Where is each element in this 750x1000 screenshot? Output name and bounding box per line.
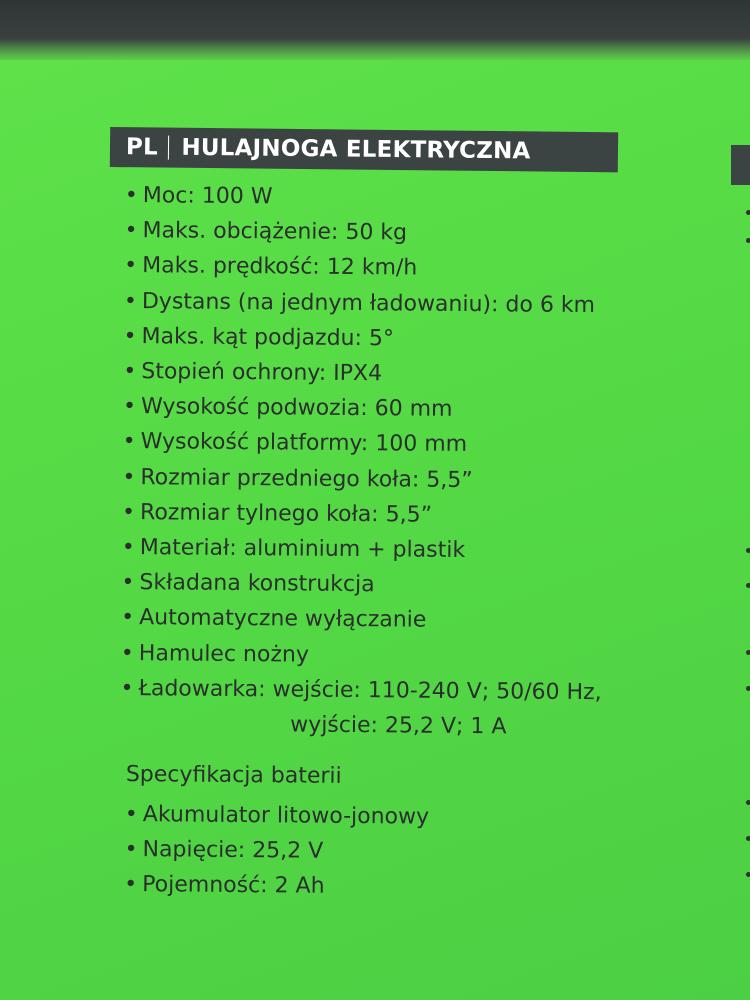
spec-item <box>123 354 604 393</box>
edge-bullet <box>746 650 750 655</box>
bullet: • <box>123 323 137 349</box>
battery-item <box>125 797 430 835</box>
bullet: • <box>121 570 135 596</box>
product-title: HULAJNOGA ELEKTRYCZNA <box>181 134 531 165</box>
edge-bullet <box>746 548 750 553</box>
bullet: • <box>121 499 136 525</box>
spec-item-charger <box>120 671 601 710</box>
battery-text: Pojemność: 2 Ah <box>142 872 325 900</box>
spec-item <box>122 495 603 534</box>
spec-item <box>123 389 604 428</box>
spec-item <box>125 178 606 217</box>
spec-item <box>122 460 603 499</box>
spec-item <box>124 248 605 287</box>
spec-item <box>121 636 602 675</box>
battery-item <box>124 832 429 870</box>
spec-text: Hamulec nożny <box>138 640 310 668</box>
bullet: • <box>123 359 137 385</box>
spec-item <box>124 213 605 252</box>
bullet: • <box>121 605 135 631</box>
bullet: • <box>122 464 136 490</box>
spec-text: Materiał: aluminium + plastik <box>139 535 466 564</box>
spec-text: Wysokość platformy: 100 mm <box>140 429 468 458</box>
bullet: • <box>124 253 138 279</box>
spec-text: Dystans (na jednym ładowaniu): do 6 km <box>141 288 596 318</box>
spec-text: Moc: 100 W <box>142 183 273 210</box>
bullet: • <box>124 182 138 209</box>
spec-text: Stopień ochrony: IPX4 <box>141 359 383 387</box>
bullet: • <box>124 218 138 244</box>
bullet: • <box>124 837 138 863</box>
battery-spec-list <box>124 797 429 905</box>
spec-text: Wysokość podwozia: 60 mm <box>140 394 453 423</box>
edge-bullet <box>746 872 750 877</box>
next-column-header-edge <box>731 145 750 185</box>
battery-text: Akumulator litowo-jonowy <box>142 802 430 830</box>
bullet: • <box>123 288 138 314</box>
edge-bullet <box>746 210 750 215</box>
spec-text: Maks. prędkość: 12 km/h <box>142 253 418 281</box>
battery-text: Napięcie: 25,2 V <box>142 837 324 864</box>
spec-list <box>120 178 606 745</box>
spec-text: Maks. kąt podjazdu: 5° <box>141 323 395 352</box>
spec-text: Maks. obciążenie: 50 kg <box>142 218 408 246</box>
bullet: • <box>124 801 138 828</box>
bullet: • <box>121 535 135 561</box>
spec-item <box>121 565 602 604</box>
bullet: • <box>122 394 137 420</box>
spec-item <box>124 284 605 323</box>
spec-item <box>123 424 604 463</box>
spec-item-charger-output: wyjście: 25,2 V; 1 A <box>290 712 507 740</box>
section-header <box>110 127 618 172</box>
spec-text: Rozmiar przedniego koła: 5,5” <box>140 464 473 493</box>
edge-bullet <box>746 238 750 243</box>
spec-text: Składana konstrukcja <box>139 570 375 598</box>
battery-item <box>124 867 429 905</box>
language-code: PL <box>125 134 159 161</box>
spec-item <box>123 319 604 358</box>
header-divider <box>168 136 170 160</box>
bullet: • <box>120 640 134 666</box>
edge-bullet <box>746 686 750 691</box>
spec-text: Automatyczne wyłączanie <box>139 605 427 634</box>
edge-bullet <box>746 583 750 588</box>
bullet: • <box>120 675 134 701</box>
spec-item <box>121 600 602 639</box>
edge-bullet <box>746 836 750 841</box>
bullet: • <box>122 429 136 455</box>
bullet: • <box>124 872 138 898</box>
edge-bullet <box>746 800 750 805</box>
spec-text: Rozmiar tylnego koła: 5,5” <box>139 499 433 528</box>
spec-text: Ładowarka: wejście: 110-240 V; 50/60 Hz, <box>138 675 602 706</box>
battery-section-title: Specyfikacja baterii <box>125 762 342 789</box>
spec-item <box>122 530 603 569</box>
